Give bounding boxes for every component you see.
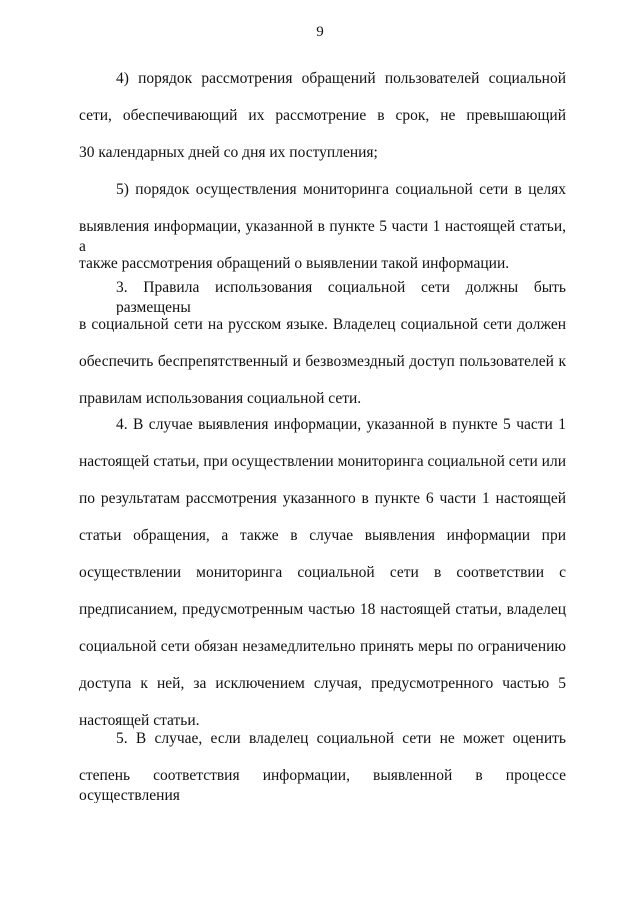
paragraph-line: правилам использования социальной сети. bbox=[79, 390, 362, 407]
paragraph-line: 5) порядок осуществления мониторинга социальной сети в целях bbox=[116, 181, 566, 198]
paragraph-line: настоящей статьи, при осуществлении мониторинга социальной сети или bbox=[79, 453, 566, 470]
paragraph-section-5 bbox=[79, 729, 566, 803]
paragraph-line: осуществлении мониторинга социальной сети в соответствии с bbox=[79, 564, 566, 581]
paragraph-line: 3. Правила использования социальной сети должны быть размещены bbox=[116, 279, 566, 315]
paragraph-line: 30 календарных дней со дня их поступления; bbox=[79, 144, 378, 161]
paragraph-line: 5. В случае, если владелец социальной сети не может оценить bbox=[116, 730, 566, 747]
paragraph-line: также рассмотрения обращений о выявлении такой информации. bbox=[79, 255, 510, 272]
paragraph-item-5 bbox=[79, 180, 566, 291]
paragraph-line: обеспечить беспрепятственный и безвозмездный доступ пользователей к bbox=[79, 353, 566, 370]
paragraph-line: степень соответствия информации, выявленной в процессе осуществления bbox=[79, 767, 566, 803]
paragraph-line: настоящей статьи. bbox=[79, 712, 200, 729]
paragraph-line: статьи обращения, а также в случае выявления информации при bbox=[79, 527, 566, 544]
paragraph-section-3 bbox=[79, 278, 566, 426]
paragraph-line: 4) порядок рассмотрения обращений пользователей социальной bbox=[116, 70, 566, 87]
paragraph-line: 4. В случае выявления информации, указанной в пункте 5 части 1 bbox=[116, 416, 566, 433]
paragraph-line: доступа к ней, за исключением случая, предусмотренного частью 5 bbox=[79, 675, 566, 692]
paragraph-line: социальной сети обязан незамедлительно принять меры по ограничению bbox=[79, 638, 566, 655]
paragraph-line: в социальной сети на русском языке. Владелец социальной сети должен bbox=[79, 316, 566, 333]
paragraph-line: сети, обеспечивающий их рассмотрение в срок, не превышающий bbox=[79, 107, 566, 124]
paragraph-line: выявления информации, указанной в пункте 5 части 1 настоящей статьи, а bbox=[79, 218, 566, 254]
paragraph-section-4 bbox=[79, 415, 566, 748]
paragraph-line: по результатам рассмотрения указанного в пункте 6 части 1 настоящей bbox=[79, 490, 566, 507]
paragraph-line: предписанием, предусмотренным частью 18 настоящей статьи, владелец bbox=[79, 601, 566, 618]
page-number: 9 bbox=[316, 24, 324, 40]
paragraph-item-4 bbox=[79, 69, 566, 180]
